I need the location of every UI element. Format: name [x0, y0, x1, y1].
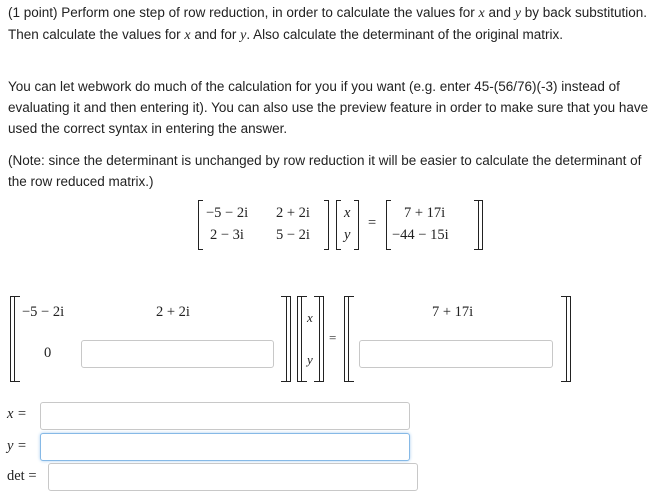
rhs-entry-b2: −44 − 15i — [392, 227, 449, 243]
matrix-entry-a11: −5 − 2i — [206, 205, 249, 221]
var-y: y — [240, 28, 247, 43]
vector-entry-x: x — [344, 205, 351, 221]
reduced-rhs-entry-b1: 7 + 17i — [432, 304, 474, 320]
reduced-entry-r22-input[interactable] — [81, 340, 274, 368]
vector-entry-y: y — [344, 227, 351, 243]
var-x: x — [478, 6, 485, 21]
statement-text: . Also calculate the determinant of the original matrix. — [246, 27, 563, 42]
matrix-right-bracket — [324, 200, 329, 250]
reduced-equals-sign: = — [329, 330, 337, 345]
reduced-rhs-right-bracket — [565, 296, 571, 382]
original-system-equation — [198, 200, 488, 248]
reduced-vector-right-bracket — [318, 296, 324, 382]
reduced-vector-y: y — [307, 352, 313, 367]
matrix-left-bracket — [198, 200, 203, 250]
statement-text: by back substitution. Then calculate the values for — [8, 5, 648, 42]
rhs-entry-b1: 7 + 17i — [404, 205, 446, 221]
reduced-entry-r12: 2 + 2i — [156, 304, 190, 320]
reduced-matrix-left-bracket-inner — [14, 296, 20, 382]
reduced-entry-r21: 0 — [44, 345, 52, 361]
matrix-entry-a21: 2 − 3i — [210, 227, 244, 243]
det-answer-label: det = — [7, 468, 37, 484]
reduced-matrix-right-bracket — [285, 296, 291, 382]
statement-text: (1 point) Perform one step of row reduction, in order to calculate the values for — [8, 5, 479, 20]
reduced-rhs-entry-b2-input[interactable] — [359, 340, 553, 368]
x-answer-label: x = — [7, 406, 27, 422]
equals-sign: = — [368, 215, 377, 231]
statement-text: and — [484, 5, 515, 20]
reduced-rhs-left-bracket-inner — [348, 296, 354, 382]
rhs-left-bracket — [386, 200, 391, 250]
rhs-right-bracket-outer — [478, 200, 483, 250]
reduced-vector-x: x — [307, 310, 313, 325]
y-answer-label: y = — [7, 438, 27, 454]
vector-left-bracket — [336, 200, 341, 250]
instructions-text: You can let webwork do much of the calculation for you if you want (e.g. enter 45-(56/76)(-3) instead of evaluating it and then entering it). You can also use the preview feature in order to make sure that you have used the correct syntax in entering the answer. — [8, 79, 649, 136]
statement-text: and for — [190, 27, 241, 42]
reduced-entry-r11: −5 − 2i — [22, 304, 65, 320]
var-y: y — [514, 6, 521, 21]
var-x: x — [184, 28, 191, 43]
y-answer-input[interactable] — [40, 433, 410, 461]
note-text: (Note: since the determinant is unchanged by row reduction it will be easier to calculate the determinant of the row reduced matrix.) — [8, 153, 642, 189]
matrix-entry-a12: 2 + 2i — [276, 205, 310, 221]
vector-right-bracket — [354, 200, 359, 250]
problem-statement — [8, 2, 660, 46]
reduced-vector-left-bracket-inner — [301, 296, 307, 382]
x-answer-input[interactable] — [40, 402, 410, 430]
det-answer-input[interactable] — [48, 463, 418, 491]
matrix-entry-a22: 5 − 2i — [276, 227, 310, 243]
